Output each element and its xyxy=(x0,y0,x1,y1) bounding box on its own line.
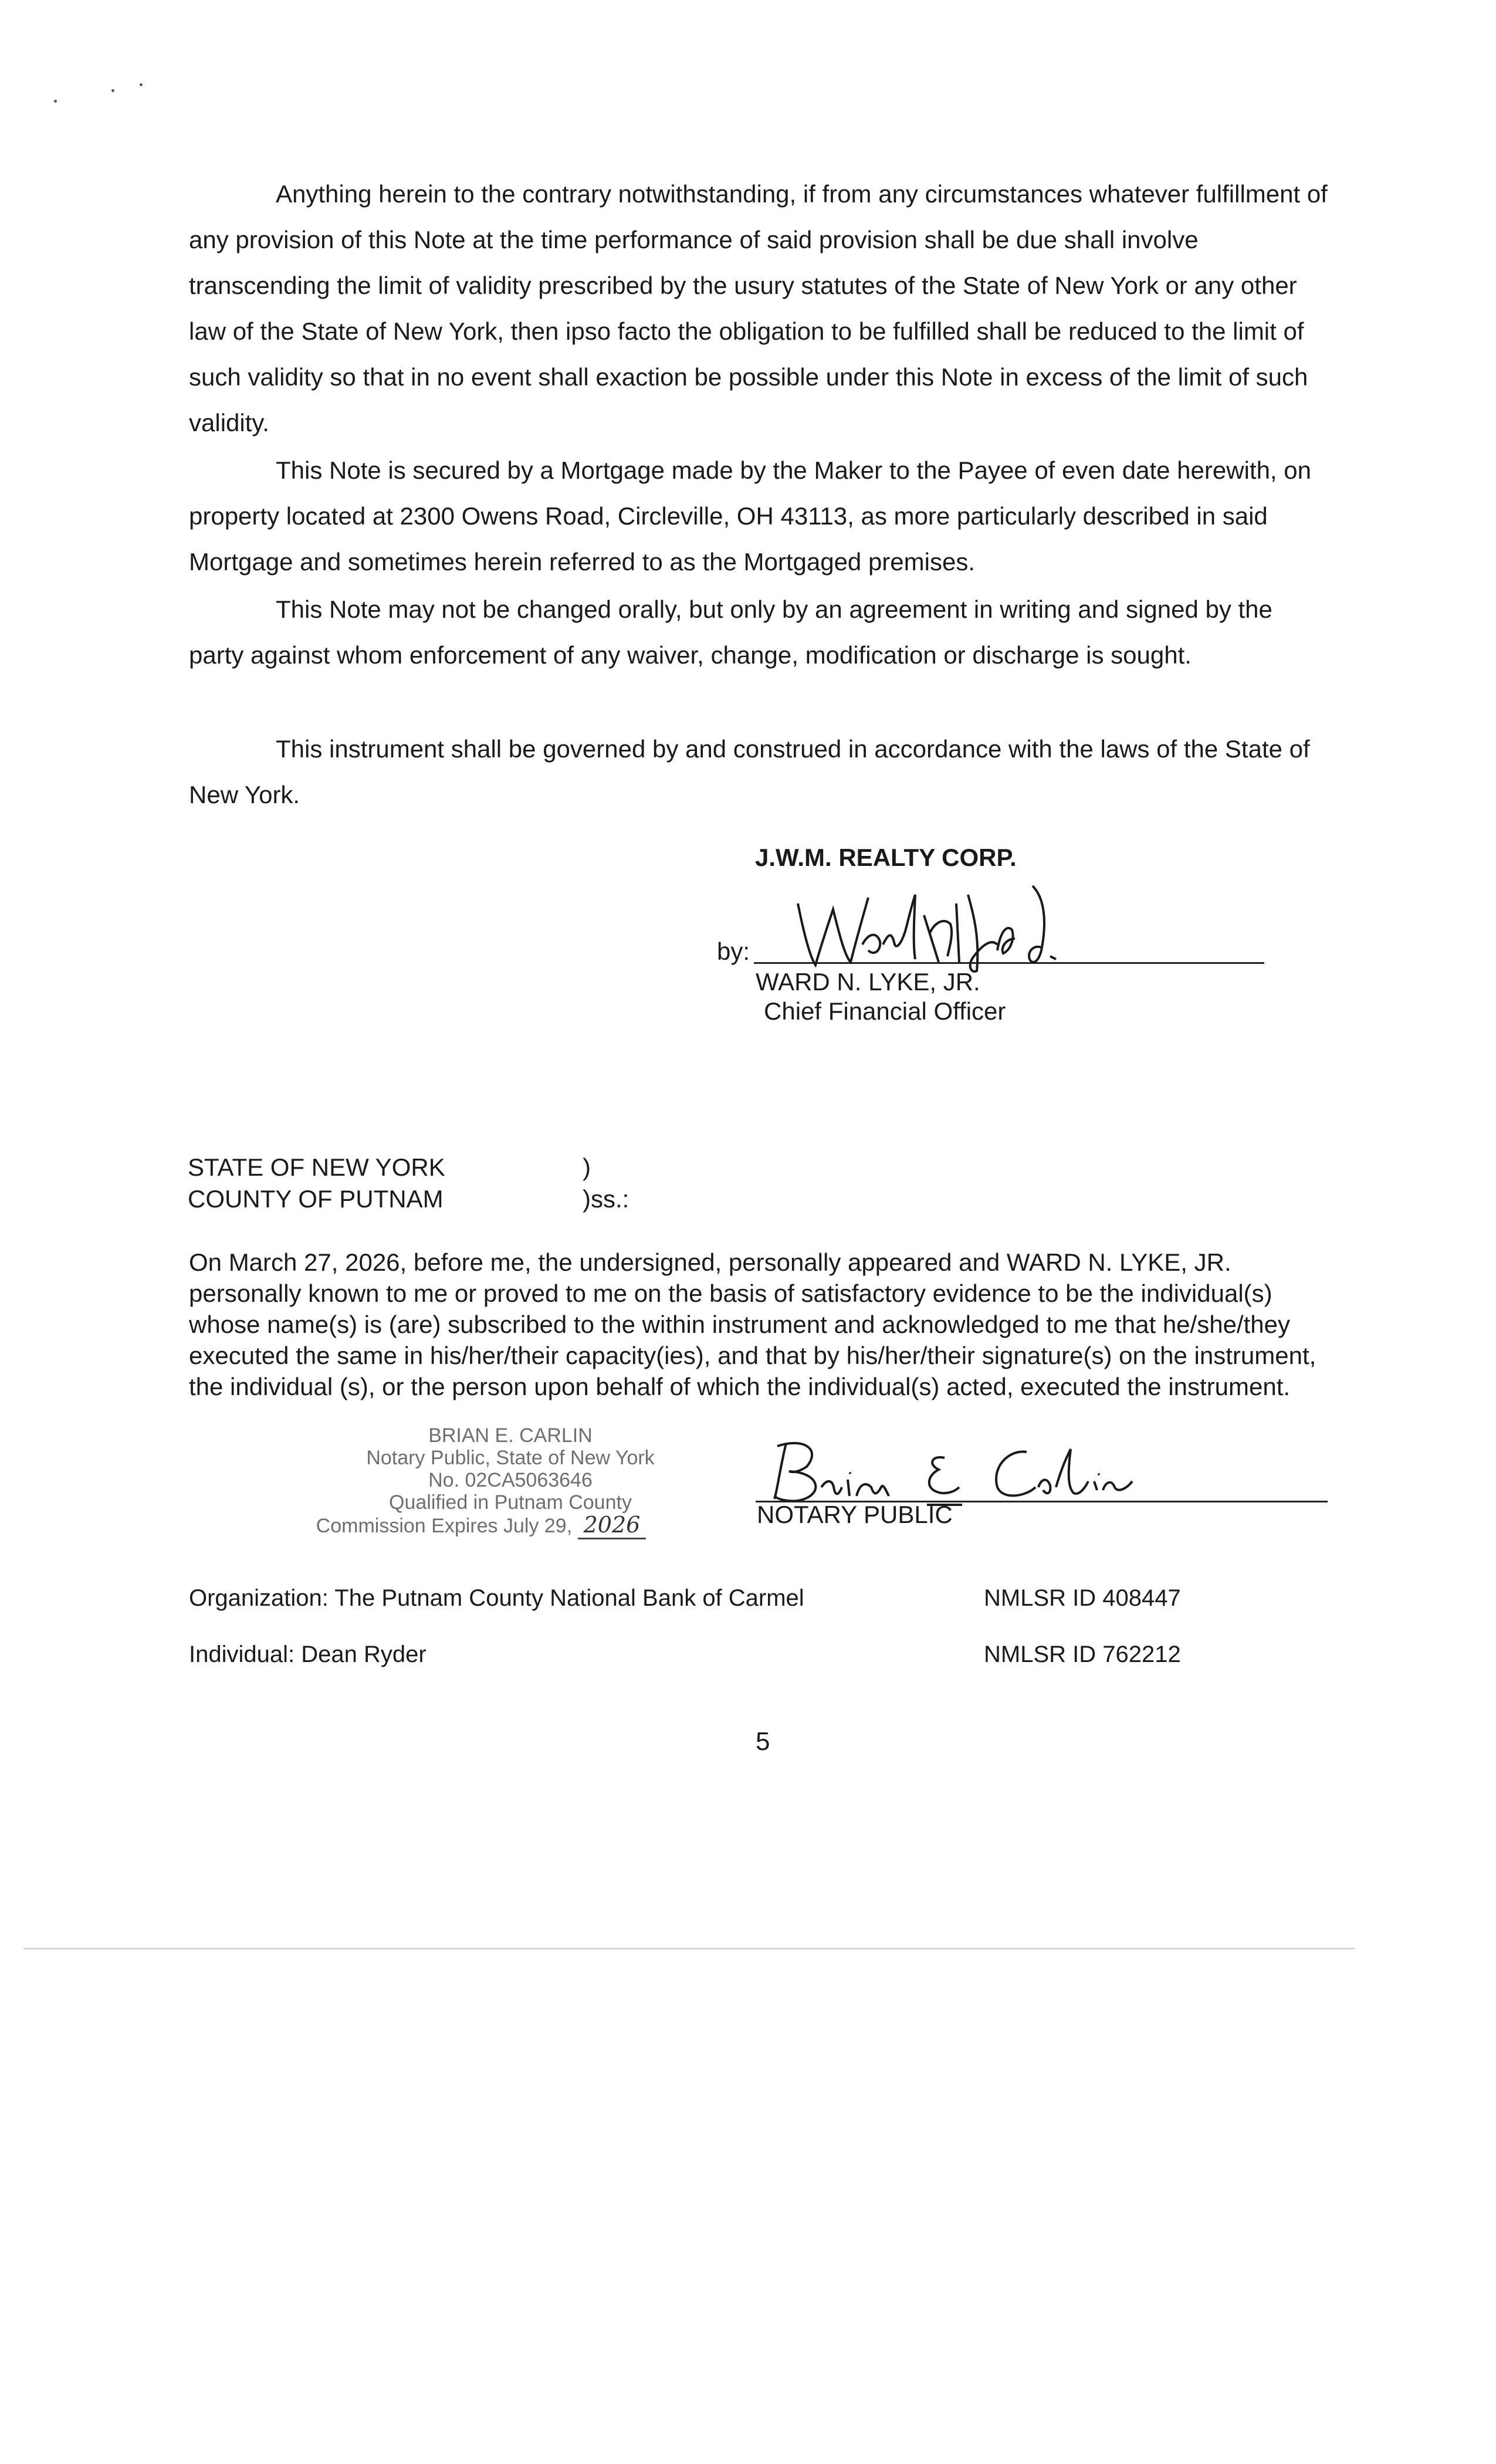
notary-public-label: NOTARY PUBLIC xyxy=(757,1501,953,1528)
stamp-notary-number: No. 02CA5063646 xyxy=(428,1469,593,1491)
paragraph-mortgage xyxy=(189,448,1333,585)
by-label: by: xyxy=(717,937,750,965)
venue-state: STATE OF NEW YORK xyxy=(188,1153,445,1181)
handwritten-signature-lyke xyxy=(780,862,1085,980)
organization-label: Organization: The Putnam County National Bank of Carmel xyxy=(189,1585,804,1611)
paragraph-mortgage-text: This Note is secured by a Mortgage made by the Maker to the Payee of even date herewith, on property located at 2300 Owens Road, Circleville, OH 43113, as more particularly described in said Mortgage and sometimes herein referred to as the Mortgaged premises. xyxy=(189,456,1311,576)
signer-title: Chief Financial Officer xyxy=(764,997,1006,1025)
scan-speck xyxy=(140,83,143,86)
individual-nmlsr-id: NMLSR ID 762212 xyxy=(984,1641,1181,1667)
organization-nmlsr-id: NMLSR ID 408447 xyxy=(984,1585,1181,1611)
individual-label: Individual: Dean Ryder xyxy=(189,1641,427,1667)
paragraph-usury xyxy=(189,171,1333,446)
scan-speck xyxy=(54,100,57,103)
paragraph-oral-change xyxy=(189,587,1333,678)
scan-artifact-line xyxy=(23,1948,1355,1949)
paragraph-usury-text: Anything herein to the contrary notwithstanding, if from any circumstances whatever fulfillment of any provision of this Note at the time performance of said provision shall be due shall involve transcending the limit of validity prescribed by the usury statutes of the State of New York or any other law of the State of New York, then ipso facto the obligation to be fulfilled shall be reduced to the limit of such validity so that in no event shall exaction be possible under this Note in excess of the limit of such validity. xyxy=(189,180,1328,436)
stamp-commission-year-handwritten: 2026 xyxy=(578,1512,647,1539)
acknowledgment-paragraph: On March 27, 2026, before me, the undersigned, personally appeared and WARD N. LYKE, JR. personally known to me or proved to me on the basis of satisfactory evidence to be the individual(s) whose name(s) is (are) subscribed to the within instrument and acknowledged to me that he/she/they executed the same in his/her/their capacity(ies), and that by his/her/their signature(s) on the instrument, the individual (s), or the person upon behalf of which the individual(s) acted, executed the instrument. xyxy=(189,1248,1316,1400)
stamp-notary-title: Notary Public, State of New York xyxy=(366,1447,655,1469)
stamp-commission-expires-text: Commission Expires July 29, xyxy=(316,1515,573,1537)
paragraph-oral-change-text: This Note may not be changed orally, but only by an agreement in writing and signed by the party against whom enforcement of any waiver, change, modification or discharge is sought. xyxy=(189,595,1272,669)
venue-paren: ) xyxy=(583,1153,591,1181)
signer-name: WARD N. LYKE, JR. xyxy=(756,968,980,996)
venue-county: COUNTY OF PUTNAM xyxy=(188,1185,444,1213)
stamp-qualified-county: Qualified in Putnam County xyxy=(389,1491,632,1514)
page-number: 5 xyxy=(756,1727,770,1756)
company-name: J.W.M. REALTY CORP. xyxy=(755,844,1017,871)
stamp-commission-expires xyxy=(276,1514,686,1537)
notary-stamp xyxy=(305,1424,716,1537)
scan-speck xyxy=(111,89,114,92)
paragraph-governing-law-text: This instrument shall be governed by and construed in accordance with the laws of the State of New York. xyxy=(189,735,1310,808)
venue-ss: )ss.: xyxy=(583,1185,629,1213)
paragraph-governing-law xyxy=(189,726,1333,818)
stamp-notary-name: BRIAN E. CARLIN xyxy=(428,1424,593,1447)
